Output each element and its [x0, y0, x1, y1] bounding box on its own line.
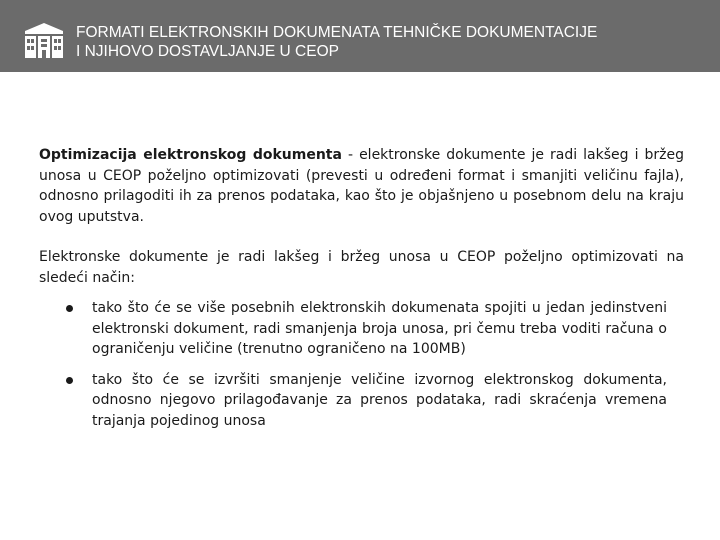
- bullet-icon: [66, 377, 73, 384]
- document-excerpt: [39, 145, 684, 441]
- list-item: [39, 370, 667, 432]
- slide-title-line-2: I NJIHOVO DOSTAVLJANJE U CEOP: [76, 43, 339, 60]
- slide-title-line-1: FORMATI ELEKTRONSKIH DOKUMENATA TEHNIČKE DOKUMENTACIJE: [76, 24, 598, 41]
- list-item-text: tako što će se više posebnih elektronskih dokumenata spojiti u jedan jedinstveni elektronski dokument, radi smanjenja broja unosa, pri čemu treba voditi računa o ograničenju veličine (trenutno ograničeno na 100MB): [92, 300, 667, 357]
- list-item-text: tako što će se izvršiti smanjenje veličine izvornog elektronskog dokumenta, odnosno njegovo prilagođavanje za prenos podataka, radi skraćenja vremena trajanja pojedinog unosa: [92, 371, 667, 429]
- method-list: [39, 298, 667, 431]
- intro-heading: Optimizacija elektronskog dokumenta: [39, 147, 342, 163]
- intro-text: - elektronske dokumente je radi lakšeg i bržeg unosa u CEOP poželjno optimizovati (prevesti u određeni format i smanjiti veličinu fajla), odnosno prilagoditi ih za prenos podataka, kao što je objašnjeno u posebnom delu na kraju ovog uputstva.: [39, 147, 684, 225]
- building-logo-icon: [24, 22, 64, 60]
- slide-header: [0, 0, 720, 72]
- intro-paragraph: [39, 145, 684, 227]
- method-paragraph: Elektronske dokumente je radi lakšeg i bržeg unosa u CEOP poželjno optimizovati na sledeći način:: [39, 249, 684, 286]
- slide-title: [76, 23, 696, 61]
- list-item: [39, 298, 667, 360]
- bullet-icon: [66, 305, 73, 312]
